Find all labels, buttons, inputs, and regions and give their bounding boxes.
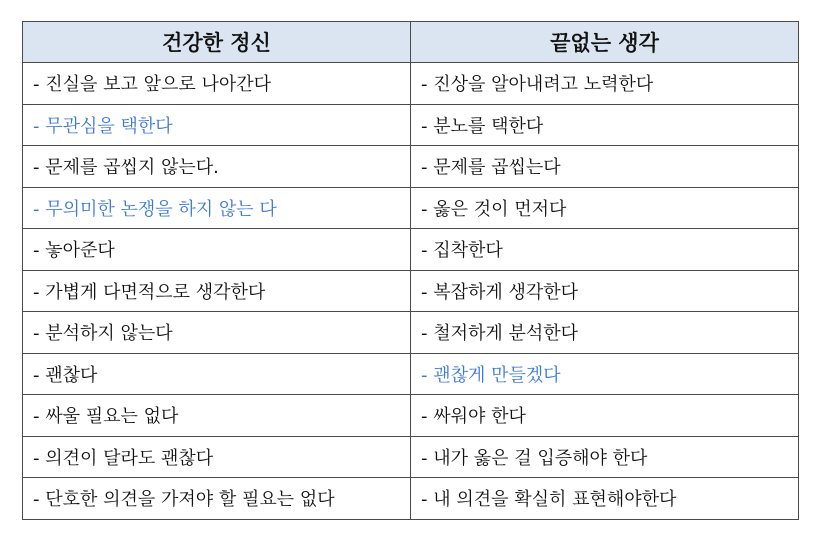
table-row (23, 478, 799, 520)
cell-endless-thoughts: - 진상을 알아내려고 노력한다 (411, 63, 799, 105)
cell-endless-thoughts: - 복잡하게 생각한다 (411, 270, 799, 312)
header-healthy-mind: 건강한 정신 (23, 22, 411, 63)
table-row (23, 104, 799, 146)
cell-endless-thoughts: - 내 의견을 확실히 표현해야한다 (411, 478, 799, 520)
cell-healthy-mind: - 괜찮다 (23, 353, 411, 395)
comparison-table (22, 21, 799, 520)
table-row (23, 229, 799, 271)
table-row (23, 187, 799, 229)
table-row (23, 436, 799, 478)
table-row (23, 146, 799, 188)
table-header-row (23, 22, 799, 63)
comparison-table-container (22, 21, 798, 520)
cell-healthy-mind: - 문제를 곱씹지 않는다. (23, 146, 411, 188)
cell-endless-thoughts: - 괜찮게 만들겠다 (411, 353, 799, 395)
cell-endless-thoughts: - 집착한다 (411, 229, 799, 271)
cell-healthy-mind: - 싸울 필요는 없다 (23, 395, 411, 437)
cell-endless-thoughts: - 내가 옳은 걸 입증해야 한다 (411, 436, 799, 478)
cell-healthy-mind: - 가볍게 다면적으로 생각한다 (23, 270, 411, 312)
table-body (23, 63, 799, 520)
cell-healthy-mind: - 단호한 의견을 가져야 할 필요는 없다 (23, 478, 411, 520)
table-row (23, 353, 799, 395)
table-row (23, 270, 799, 312)
cell-healthy-mind: - 무관심을 택한다 (23, 104, 411, 146)
cell-endless-thoughts: - 옳은 것이 먼저다 (411, 187, 799, 229)
cell-endless-thoughts: - 철저하게 분석한다 (411, 312, 799, 354)
table-row (23, 395, 799, 437)
cell-endless-thoughts: - 문제를 곱씹는다 (411, 146, 799, 188)
cell-healthy-mind: - 진실을 보고 앞으로 나아간다 (23, 63, 411, 105)
table-row (23, 312, 799, 354)
cell-endless-thoughts: - 싸워야 한다 (411, 395, 799, 437)
cell-healthy-mind: - 분석하지 않는다 (23, 312, 411, 354)
cell-healthy-mind: - 놓아준다 (23, 229, 411, 271)
header-endless-thoughts: 끝없는 생각 (411, 22, 799, 63)
table-row (23, 63, 799, 105)
cell-healthy-mind: - 의견이 달라도 괜찮다 (23, 436, 411, 478)
cell-endless-thoughts: - 분노를 택한다 (411, 104, 799, 146)
cell-healthy-mind: - 무의미한 논쟁을 하지 않는 다 (23, 187, 411, 229)
